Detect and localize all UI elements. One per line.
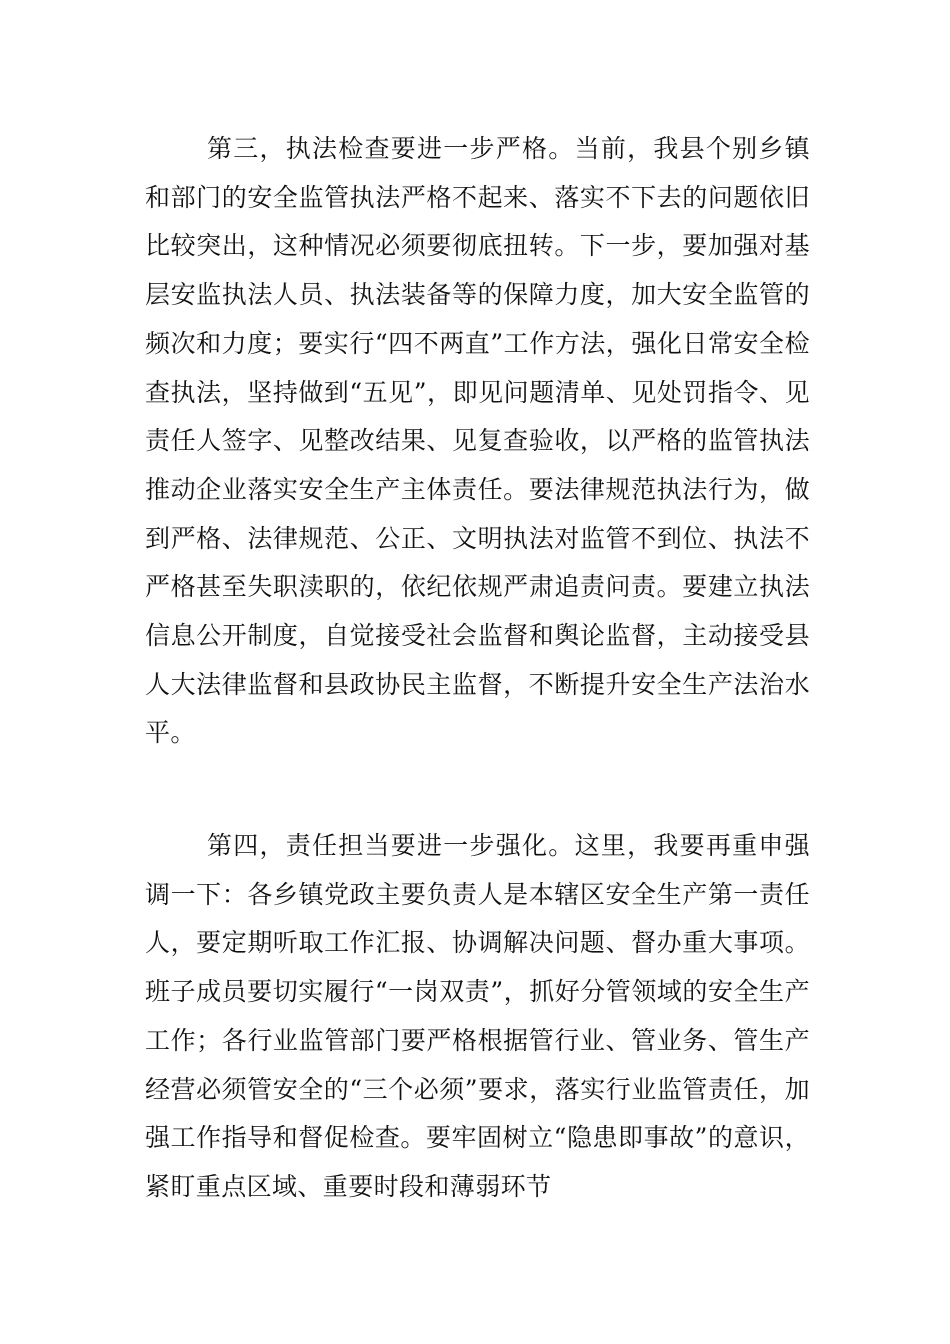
paragraph-fourth-responsibility: 第四，责任担当要进一步强化。这里，我要再重申强调一下：各乡镇党政主要负责人是本辖区安全生产第一责任人，要定期听取工作汇报、协调解决问题、督办重大事项。班子成员要切实履行“一岗双责”，抓好分管领域的安全生产工作；各行业监管部门要严格根据管行业、管业务、管生产经营必须管安全的“三个必须”要求，落实行业监管责任，加强工作指导和督促检查。要牢固树立“隐患即事故”的意识，紧盯重点区域、重要时段和薄弱环节	[145, 831, 810, 1201]
paragraph-third-enforcement: 第三，执法检查要进一步严格。当前，我县个别乡镇和部门的安全监管执法严格不起来、落实不下去的问题依旧比较突出，这种情况必须要彻底扭转。下一步，要加强对基层安监执法人员、执法装备等的保障力度，加大安全监管的频次和力度；要实行“四不两直”工作方法，强化日常安全检查执法，坚持做到“五见”，即见问题清单、见处罚指令、见责任人签字、见整改结果、见复查验收，以严格的监管执法推动企业落实安全生产主体责任。要法律规范执法行为，做到严格、法律规范、公正、文明执法对监管不到位、执法不严格甚至失职渎职的，依纪依规严肃追责问责。要建立执法信息公开制度，自觉接受社会监督和舆论监督，主动接受县人大法律监督和县政协民主监督，不断提升安全生产法治水平。	[145, 134, 810, 748]
